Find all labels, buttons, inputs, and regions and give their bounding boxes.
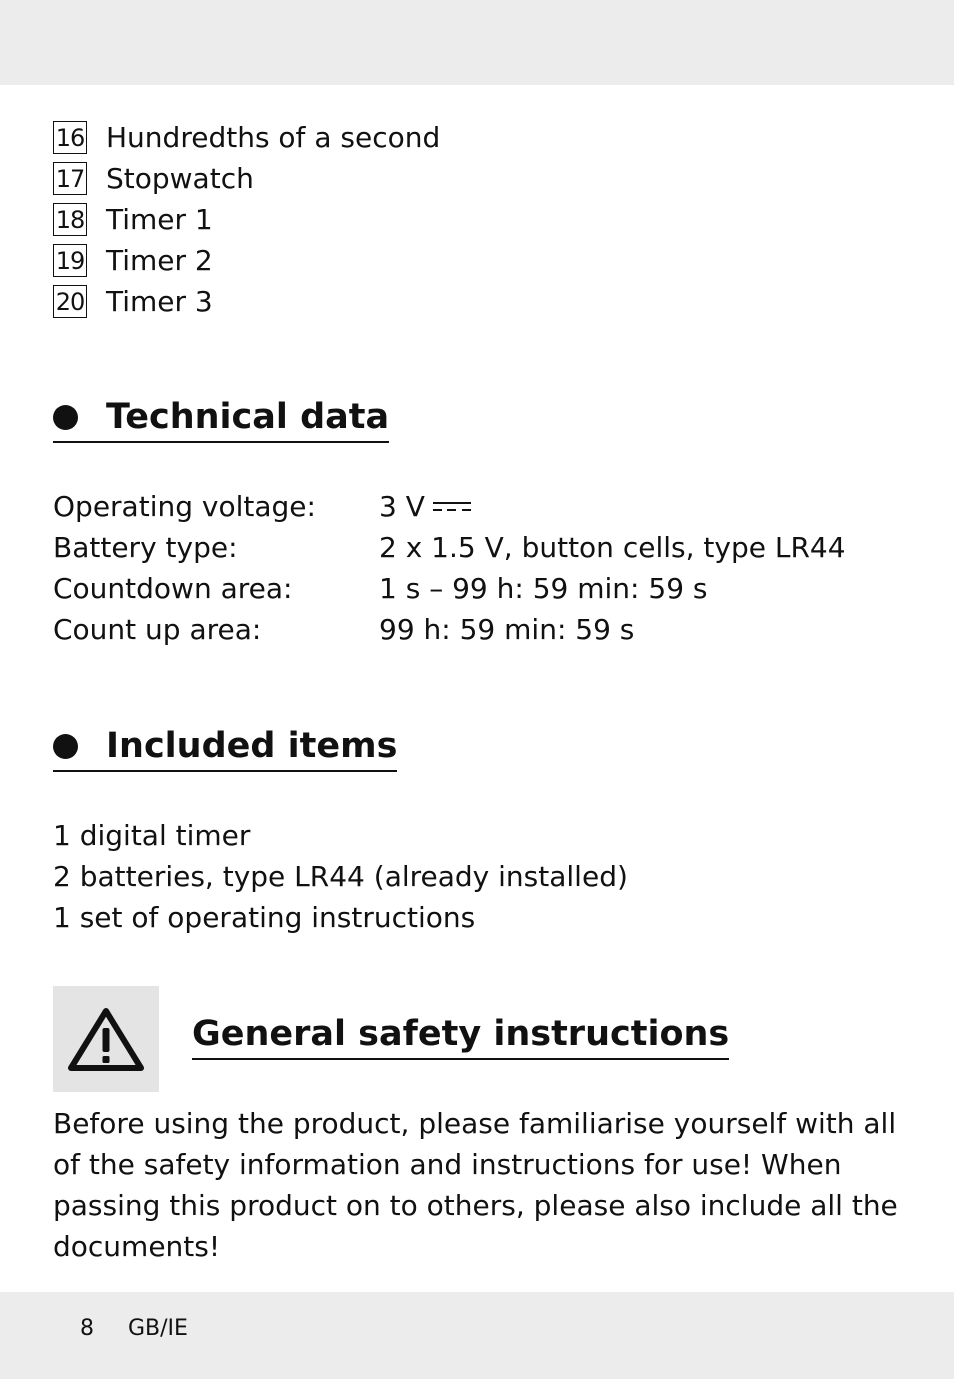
tech-label: Countdown area: (53, 572, 293, 605)
legend-label: Timer 3 (106, 284, 213, 318)
warning-triangle-icon (67, 1006, 145, 1072)
voltage-value: 3 V (379, 490, 425, 523)
page-footer (80, 1316, 188, 1341)
tech-row (53, 527, 846, 568)
tech-row (53, 568, 846, 609)
tech-value: 99 h: 59 min: 59 s (379, 613, 635, 646)
legend-item (53, 240, 440, 281)
legend-label: Hundredths of a second (106, 120, 441, 154)
tech-label: Count up area: (53, 613, 262, 646)
safety-heading (192, 1015, 729, 1060)
top-band (0, 0, 954, 85)
legend-label: Timer 1 (106, 202, 213, 236)
tech-row (53, 609, 846, 650)
safety-paragraph: Before using the product, please familiarise yourself with all of the safety information and instructions for use! When passing this product on to others, please also include all the documents! (53, 1107, 898, 1263)
parts-legend (53, 117, 440, 322)
technical-data-title: Technical data (106, 397, 390, 437)
tech-value: 2 x 1.5 V, button cells, type LR44 (379, 531, 846, 564)
legend-item (53, 117, 440, 158)
warning-box (53, 986, 159, 1092)
included-items-heading (53, 727, 397, 772)
safety-title: General safety instructions (192, 1014, 730, 1054)
legend-item (53, 158, 440, 199)
technical-data-heading (53, 398, 389, 443)
legend-label: Stopwatch (106, 161, 254, 195)
bullet-icon (53, 734, 78, 759)
list-item: 1 digital timer (53, 819, 251, 852)
tech-label: Battery type: (53, 531, 238, 564)
legend-item (53, 281, 440, 322)
tech-label: Operating voltage: (53, 490, 316, 523)
tech-value: 1 s – 99 h: 59 min: 59 s (379, 572, 708, 605)
legend-item (53, 199, 440, 240)
list-item: 1 set of operating instructions (53, 901, 476, 934)
included-items-title: Included items (106, 726, 398, 766)
legend-number: 20 (53, 285, 87, 318)
tech-value (379, 490, 471, 523)
technical-data-table (53, 486, 846, 650)
tech-row (53, 486, 846, 527)
direct-current-icon (433, 502, 471, 512)
legend-number: 17 (53, 162, 87, 195)
included-items-list (53, 815, 628, 938)
region-code: GB/IE (128, 1316, 188, 1341)
page-number: 8 (80, 1316, 94, 1341)
legend-label: Timer 2 (106, 243, 213, 277)
legend-number: 18 (53, 203, 87, 236)
list-item: 2 batteries, type LR44 (already installed) (53, 860, 628, 893)
bullet-icon (53, 405, 78, 430)
legend-number: 19 (53, 244, 87, 277)
legend-number: 16 (53, 121, 87, 154)
